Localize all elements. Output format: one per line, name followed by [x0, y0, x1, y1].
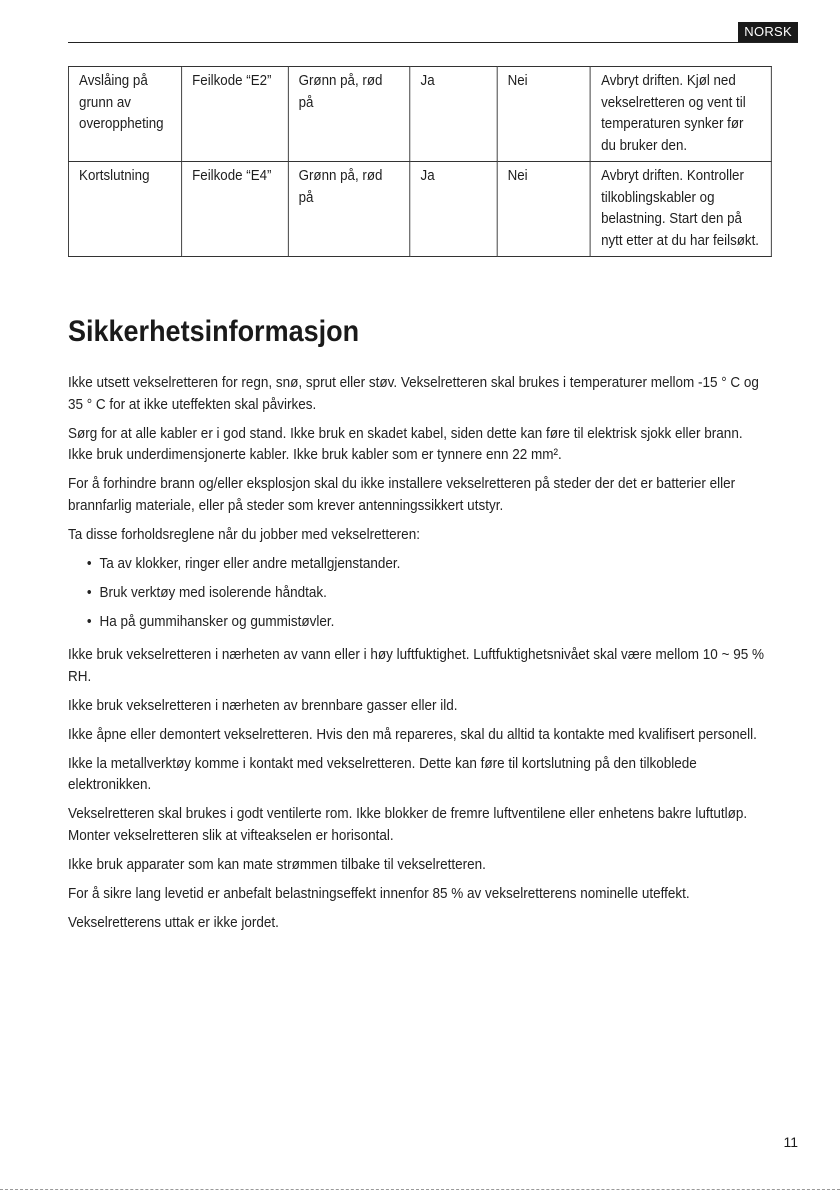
table-cell-output: Nei	[497, 67, 590, 162]
bullet-icon: •	[86, 583, 92, 601]
paragraph: Ikke bruk vekselretteren i nærheten av brennbare gasser eller ild.	[68, 696, 458, 714]
header-rule	[68, 42, 798, 43]
paragraph: Vekselretteren skal brukes i godt ventilerte rom. Ikke blokker de fremre luftventilene eller enhetens bakre luftutløp. Monter vekselretteren slik at vifteakselen er horisontal.	[68, 805, 748, 844]
paragraph: Ta disse forholdsreglene når du jobber med vekselretteren:	[68, 525, 420, 543]
paragraph: Ikke åpne eller demontert vekselretteren. Hvis den må repareres, skal du alltid ta kontakte med kvalifisert personell.	[68, 725, 757, 743]
table-row	[68, 162, 771, 257]
page-number: 11	[783, 1134, 798, 1150]
fault-code-table	[68, 66, 772, 257]
paragraph: Sørg for at alle kabler er i god stand. Ikke bruk en skadet kabel, siden dette kan føre til elektrisk sjokk eller brann. Ikke bruk underdimensjonerte kabler. Ikke bruk kabler som er tynnere enn 22 mm².	[68, 424, 743, 463]
list-item-text: Ha på gummihansker og gummistøvler.	[99, 612, 335, 630]
table-cell-alarm: Ja	[410, 67, 497, 162]
table-row	[68, 67, 771, 162]
table-cell-indicator: Grønn på, rød på	[288, 162, 410, 257]
table-cell-code: Feilkode “E4”	[182, 162, 288, 257]
table-cell-problem: Avslåing på grunn av overoppheting	[68, 67, 181, 162]
paragraph: Ikke la metallverktøy komme i kontakt med vekselretteren. Dette kan føre til kortslutning på den tilkoblede elektronikken.	[68, 754, 697, 793]
table-cell-problem: Kortslutning	[68, 162, 181, 257]
paragraph: For å forhindre brann og/eller eksplosjon skal du ikke installere vekselretteren på steder der det er batterier eller brannfarlig materiale, eller på steder som krever antenningssikkert utstyr.	[68, 475, 736, 514]
list-item	[87, 582, 766, 604]
precautions-list	[68, 553, 766, 633]
bullet-icon: •	[86, 612, 92, 630]
list-item	[87, 553, 766, 575]
list-item	[87, 611, 766, 633]
table-cell-code: Feilkode “E2”	[182, 67, 288, 162]
safety-information-body	[68, 372, 766, 941]
bullet-icon: •	[86, 554, 92, 572]
bottom-divider	[0, 1189, 840, 1190]
paragraph: For å sikre lang levetid er anbefalt belastningseffekt innenfor 85 % av vekselretterens nominelle uteffekt.	[68, 884, 690, 902]
list-item-text: Ta av klokker, ringer eller andre metallgjenstander.	[99, 554, 401, 572]
paragraph: Vekselretterens uttak er ikke jordet.	[68, 913, 279, 931]
language-badge: NORSK	[738, 22, 798, 42]
paragraph: Ikke bruk apparater som kan mate strømmen tilbake til vekselretteren.	[68, 855, 486, 873]
paragraph: Ikke utsett vekselretteren for regn, snø, sprut eller støv. Vekselretteren skal brukes i temperaturer mellom -15 ° C og 35 ° C for at ikke uteffekten skal påvirkes.	[68, 374, 759, 413]
table-cell-action: Avbryt driften. Kontroller tilkoblingskabler og belastning. Start den på nytt etter at du har feilsøkt.	[590, 162, 771, 257]
list-item-text: Bruk verktøy med isolerende håndtak.	[99, 583, 327, 601]
table-cell-alarm: Ja	[410, 162, 497, 257]
table-cell-indicator: Grønn på, rød på	[288, 67, 410, 162]
paragraph: Ikke bruk vekselretteren i nærheten av vann eller i høy luftfuktighet. Luftfuktighetsnivået skal være mellom 10 ~ 95 % RH.	[68, 646, 764, 685]
table-cell-action: Avbryt driften. Kjøl ned vekselretteren og vent til temperaturen synker før du bruker den.	[590, 67, 771, 162]
section-title: Sikkerhetsinformasjon	[68, 315, 360, 348]
table-cell-output: Nei	[497, 162, 590, 257]
